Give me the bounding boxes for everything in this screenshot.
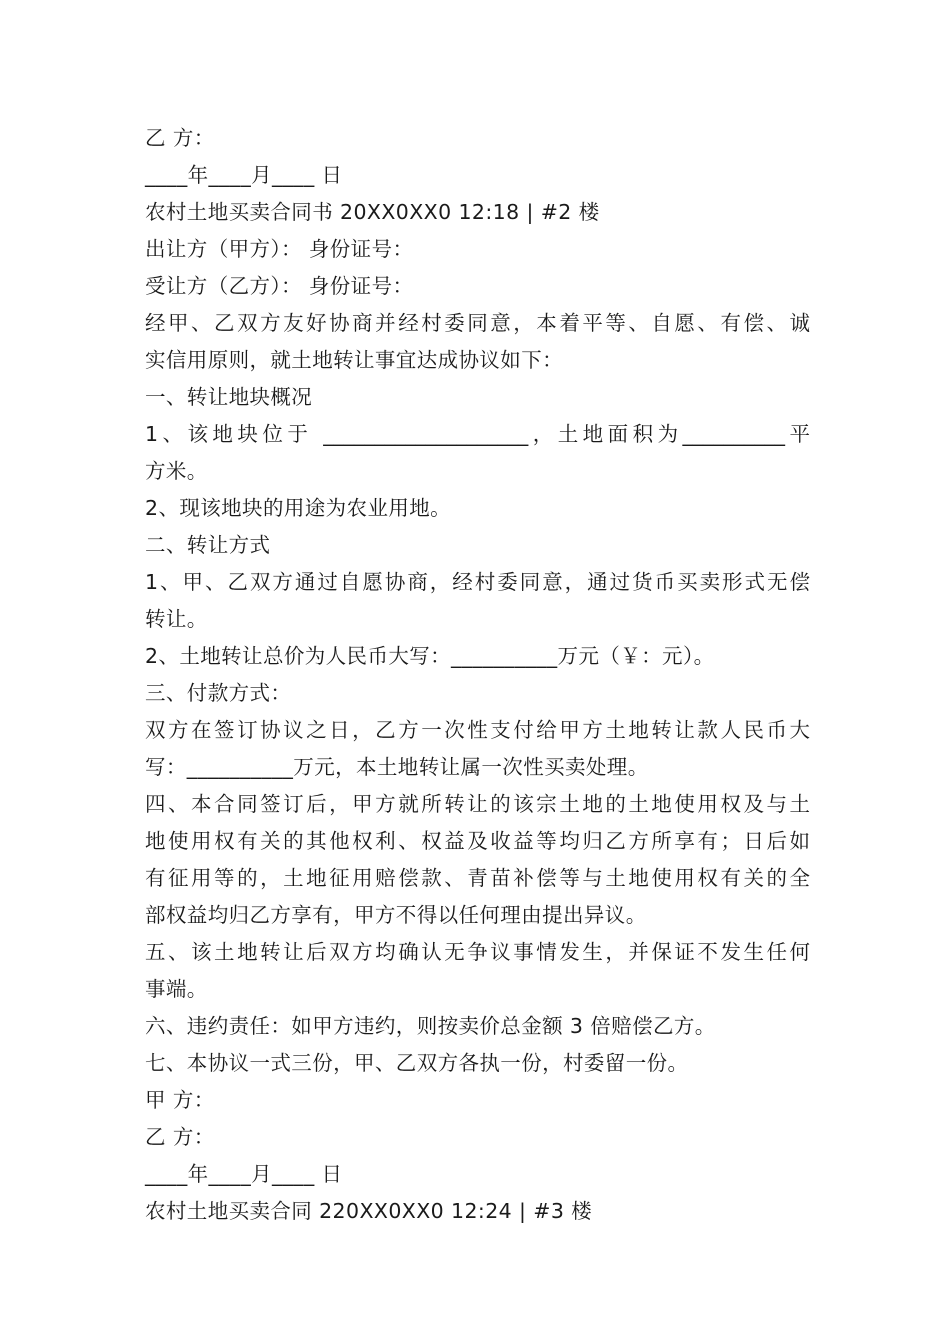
date-line: ____年____月____ 日 (145, 163, 343, 187)
section-5-line-2: 事端。 (145, 977, 208, 1001)
clause-2-1-line-2: 转让。 (145, 607, 208, 631)
party-b-label: 乙 方： (145, 126, 215, 150)
transferor-line: 出让方（甲方）： 身份证号： (145, 237, 414, 261)
post-header-2: 农村土地买卖合同书 20XX0XX0 12:18 | #2 楼 (145, 200, 600, 224)
payment-line-1: 双方在签订协议之日，乙方一次性支付给甲方土地转让款人民币大 (145, 718, 810, 742)
section-4-line-3: 有征用等的，土地征用赔偿款、青苗补偿等与土地使用权有关的全 (145, 866, 810, 890)
clause-1-1-line-1: 1、该地块位于 ____________________，土地面积为__________平 (145, 422, 810, 446)
clause-2-1-line-1: 1、甲、乙双方通过自愿协商，经村委同意，通过货币买卖形式无偿 (145, 570, 810, 594)
clause-1-1-line-2: 方米。 (145, 459, 208, 483)
preamble-line-1: 经甲、乙双方友好协商并经村委同意，本着平等、自愿、有偿、诚 (145, 311, 810, 335)
party-b-signature: 乙 方： (145, 1125, 215, 1149)
post-header-3: 农村土地买卖合同 220XX0XX0 12:24 | #3 楼 (145, 1199, 593, 1223)
preamble-line-2: 实信用原则，就土地转让事宜达成协议如下： (145, 348, 563, 372)
party-a-signature: 甲 方： (145, 1088, 215, 1112)
section-4-line-4: 部权益均归乙方享有，甲方不得以任何理由提出异议。 (145, 903, 647, 927)
clause-2-2: 2、土地转让总价为人民币大写：__________万元（￥：元）。 (145, 644, 715, 668)
section-3-heading: 三、付款方式： (145, 681, 292, 705)
section-2-heading: 二、转让方式 (145, 533, 271, 557)
section-6: 六、违约责任：如甲方违约，则按卖价总金额 3 倍赔偿乙方。 (145, 1014, 716, 1038)
transferee-line: 受让方（乙方）： 身份证号： (145, 274, 414, 298)
section-7: 七、本协议一式三份，甲、乙双方各执一份，村委留一份。 (145, 1051, 689, 1075)
clause-1-2: 2、现该地块的用途为农业用地。 (145, 496, 452, 520)
payment-line-2: 写：__________万元，本土地转让属一次性买卖处理。 (145, 755, 649, 779)
section-4-line-1: 四、本合同签订后，甲方就所转让的该宗土地的土地使用权及与土 (145, 792, 810, 816)
document-body (145, 120, 810, 1230)
section-4-line-2: 地使用权有关的其他权利、权益及收益等均归乙方所享有；日后如 (145, 829, 810, 853)
section-1-heading: 一、转让地块概况 (145, 385, 313, 409)
section-5-line-1: 五、该土地转让后双方均确认无争议事情发生，并保证不发生任何 (145, 940, 810, 964)
signature-date-line: ____年____月____ 日 (145, 1162, 343, 1186)
